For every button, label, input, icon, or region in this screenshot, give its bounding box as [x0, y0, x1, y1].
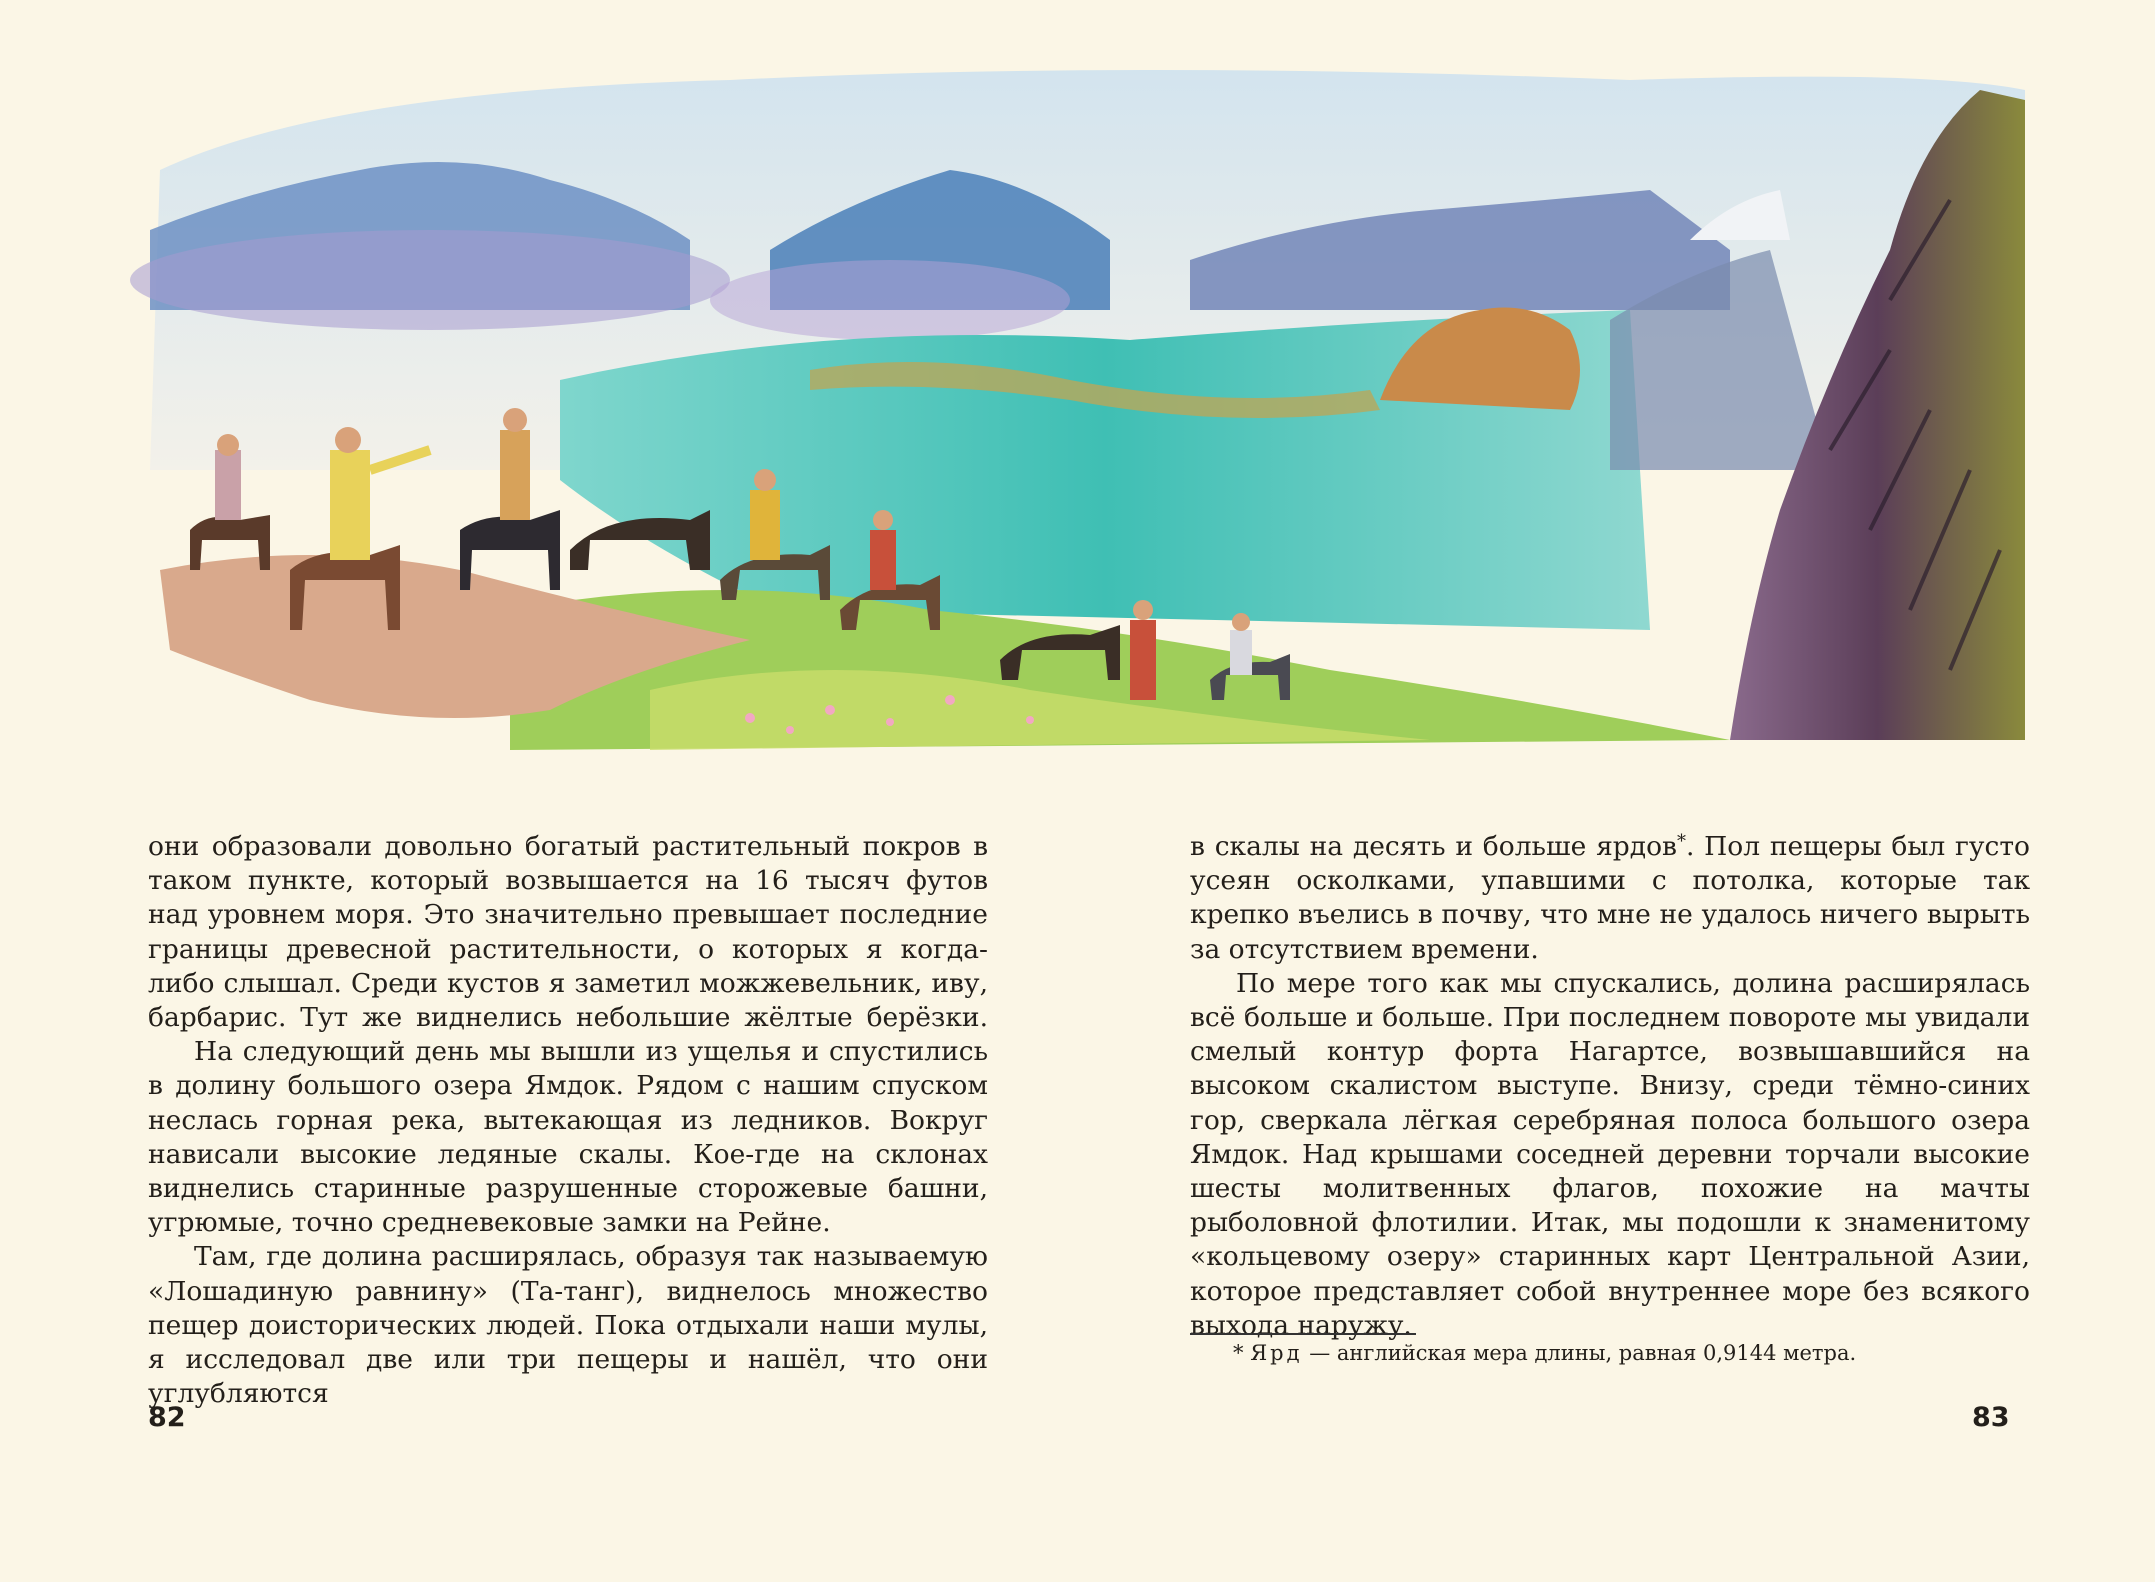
paragraph: Там, где долина расширялась, образуя так называемую «Лошадиную равнину» (Та-танг), виднелось множество пещер доисторических людей. Пока отдыхали наши мулы, я исследовал две или три пещеры и нашёл, что они углубляются [148, 1241, 988, 1410]
footnote-text: — английская мера длины, равная 0,9144 метра. [1302, 1341, 1857, 1365]
page-number-right: 83 [1972, 1402, 2010, 1433]
footnote-marker: * [1676, 831, 1686, 852]
page-number-left: 82 [148, 1402, 186, 1433]
footnote-term: Ярд [1250, 1341, 1303, 1365]
footnote-rule [1190, 1333, 1416, 1335]
footnote [1233, 1338, 2053, 1368]
paragraph: На следующий день мы вышли из ущелья и спустились в долину большого озера Ямдок. Рядом с нашим спуском неслась горная река, вытекающая из ледников. Вокруг нависали высокие ледяные скалы. Кое-где на склонах виднелись старинные разрушенные сторожевые башни, угрюмые, точно средневековые замки на Рейне. [148, 1036, 988, 1239]
footnote-marker: * [1233, 1341, 1244, 1365]
paragraph [1190, 830, 2030, 967]
watercolor-illustration [130, 50, 2030, 770]
paragraph-text: в скалы на десять и больше ярдов [1190, 831, 1677, 862]
right-column [1190, 830, 2030, 1343]
left-column [148, 830, 988, 1411]
paragraph: они образовали довольно богатый растительный покров в таком пункте, который возвышается на 16 тысяч футов над уровнем моря. Это значительно превышает последние границы древесной растительности, о которых я когда-либо слышал. Среди кустов я заметил можжевельник, иву, барбарис. Тут же виднелись небольшие жёлтые берёзки. [148, 831, 988, 1034]
paragraph-text: . Пол пещеры был густо усеян осколками, упавшими с потолка, которые так крепко въелись в почву, что мне не удалось ничего вырыть за отсутствием времени. [1190, 831, 2030, 965]
paragraph: По мере того как мы спускались, долина расширялась всё больше и больше. При последнем повороте мы увидали смелый контур форта Нагартсе, возвышавшийся на высоком скалистом выступе. Внизу, среди тёмно-синих гор, сверкала лёгкая серебряная полоса большого озера Ямдок. Над крышами соседней деревни торчали высокие шесты молитвенных флагов, похожие на мачты рыболовной флотилии. Итак, мы подошли к знаменитому «кольцевому озеру» старинных карт Центральной Азии, которое представляет собой внутреннее море без всякого выхода наружу. [1190, 967, 2030, 1341]
